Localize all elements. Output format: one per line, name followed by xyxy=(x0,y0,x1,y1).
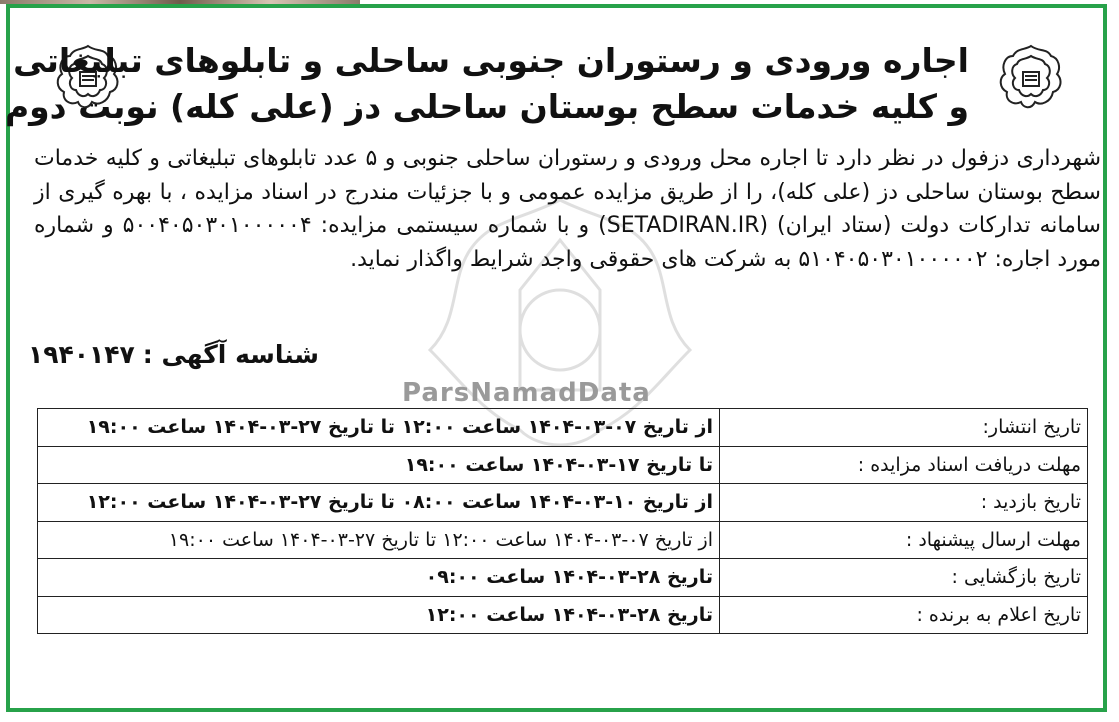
row-label: تاریخ بازدید : xyxy=(720,484,1088,522)
schedule-table xyxy=(37,408,1088,634)
ad-id-label: شناسه آگهی : xyxy=(142,340,319,369)
notice-body: شهرداری دزفول در نظر دارد تا اجاره محل ورودی و رستوران ساحلی جنوبی و ۵ عدد تابلوهای تبلیغاتی و کلیه خدمات سطح بوستان ساحلی دز (علی کله)، را از طریق مزایده عمومی و با جزئیات مندرج در اسناد مزایده ، با بهره گیری از سامانه تدارکات دولت (ستاد ایران) (SETADIRAN.IR) و با شماره سیستمی مزایده: ۵۰۰۴۰۵۰۳۰۱۰۰۰۰۰۴ و شماره مورد اجاره: ۵۱۰۴۰۵۰۳۰۱۰۰۰۰۰۲ به شرکت های حقوقی واجد شرایط واگذار نماید. xyxy=(34,146,1101,272)
municipality-emblem-icon xyxy=(995,42,1067,114)
row-label: تاریخ اعلام به برنده : xyxy=(720,596,1088,634)
table-row xyxy=(38,446,1088,484)
title-line-2: و کلیه خدمات سطح بوستان ساحلی دز (علی کله) نوبت دوم xyxy=(4,87,969,126)
ad-id xyxy=(20,340,319,369)
row-value: از تاریخ ۰۷-۰۳-۱۴۰۴ ساعت ۱۲:۰۰ تا تاریخ ۲۷-۰۳-۱۴۰۴ ساعت ۱۹:۰۰ xyxy=(38,409,720,447)
row-label: مهلت ارسال پیشنهاد : xyxy=(720,521,1088,559)
row-label: تاریخ بازگشایی : xyxy=(720,559,1088,597)
notice-title xyxy=(4,38,969,130)
row-label: تاریخ انتشار: xyxy=(720,409,1088,447)
table-row xyxy=(38,409,1088,447)
table-row xyxy=(38,484,1088,522)
row-value: از تاریخ ۱۰-۰۳-۱۴۰۴ ساعت ۰۸:۰۰ تا تاریخ ۲۷-۰۳-۱۴۰۴ ساعت ۱۲:۰۰ xyxy=(38,484,720,522)
table-row xyxy=(38,596,1088,634)
title-line-1: اجاره ورودی و رستوران جنوبی ساحلی و تابلوهای تبلیغاتی xyxy=(13,41,969,80)
row-value: تا تاریخ ۱۷-۰۳-۱۴۰۴ ساعت ۱۹:۰۰ xyxy=(38,446,720,484)
row-label: مهلت دریافت اسناد مزایده : xyxy=(720,446,1088,484)
row-value: از تاریخ ۰۷-۰۳-۱۴۰۴ ساعت ۱۲:۰۰ تا تاریخ ۲۷-۰۳-۱۴۰۴ ساعت ۱۹:۰۰ xyxy=(38,521,720,559)
row-value: تاریخ ۲۸-۰۳-۱۴۰۴ ساعت ۱۲:۰۰ xyxy=(38,596,720,634)
watermark-text: ParsNamadData xyxy=(402,378,651,408)
table-row xyxy=(38,521,1088,559)
ad-id-value: ۱۹۴۰۱۴۷ xyxy=(27,340,135,369)
table-row xyxy=(38,559,1088,597)
row-value: تاریخ ۲۸-۰۳-۱۴۰۴ ساعت ۰۹:۰۰ xyxy=(38,559,720,597)
